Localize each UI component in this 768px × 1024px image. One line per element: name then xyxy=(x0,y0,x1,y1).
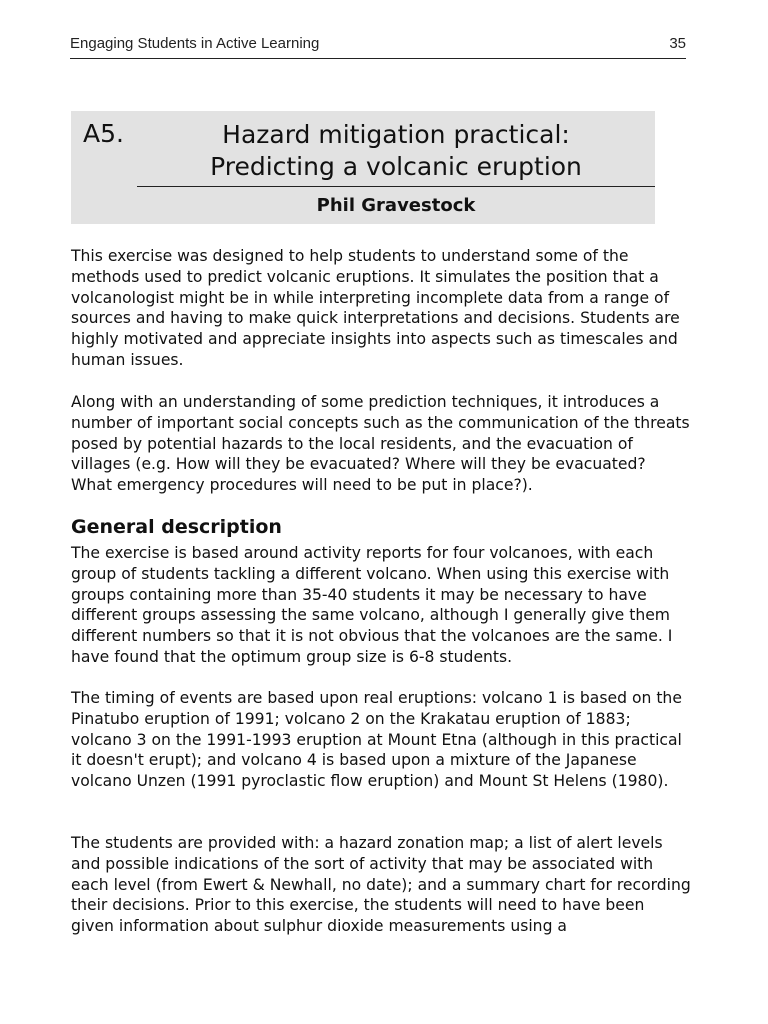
chapter-code: A5. xyxy=(83,119,124,148)
author-name: Phil Gravestock xyxy=(316,195,476,216)
section-heading: General description xyxy=(71,516,282,538)
section-paragraph-2: The timing of events are based upon real eruptions: volcano 1 is based on the Pinatubo eruption of 1991; volcano 2 on the Krakatau eruption of 1883; volcano 3 on the 1991-1993 eruption at Mount Etna (although in this practical it doesn't erupt); and volcano 4 is based upon a mixture of the Japanese volcano Unzen (1991 pyroclastic flow eruption) and Mount St Helens (1980). xyxy=(71,689,682,791)
chapter-title-line1: Hazard mitigation practical: xyxy=(222,120,570,149)
intro-paragraph-2: Along with an understanding of some prediction techniques, it introduces a number of important social concepts such as the communication of the threats posed by potential hazards to the local residents, and the evacuation of villages (e.g. How will they be evacuated? Where will they be evacuated? What emergency procedures will need to be put in place?). xyxy=(71,393,690,495)
chapter-title-box xyxy=(71,111,655,224)
running-title: Engaging Students in Active Learning xyxy=(70,35,320,52)
title-divider xyxy=(137,186,655,187)
section-paragraph-3: The students are provided with: a hazard zonation map; a list of alert levels and possible indications of the sort of activity that may be associated with each level (from Ewert & Newhall, no date); and a summary chart for recording their decisions. Prior to this exercise, the students will need to have been given information about sulphur dioxide measurements using a xyxy=(71,834,691,936)
page-number: 35 xyxy=(669,35,686,52)
running-header xyxy=(70,34,686,59)
intro-paragraph-1: This exercise was designed to help students to understand some of the methods used to predict volcanic eruptions. It simulates the position that a volcanologist might be in while interpreting incomplete data from a range of sources and having to make quick interpretations and decisions. Students are highly motivated and appreciate insights into aspects such as timescales and human issues. xyxy=(71,247,680,369)
chapter-title-line2: Predicting a volcanic eruption xyxy=(210,152,582,181)
section-paragraph-1: The exercise is based around activity reports for four volcanoes, with each group of students tackling a different volcano. When using this exercise with groups containing more than 35-40 students it may be necessary to have different groups assessing the same volcano, although I generally give them different numbers so that it is not obvious that the volcanoes are the same. I have found that the optimum group size is 6-8 students. xyxy=(71,544,673,666)
